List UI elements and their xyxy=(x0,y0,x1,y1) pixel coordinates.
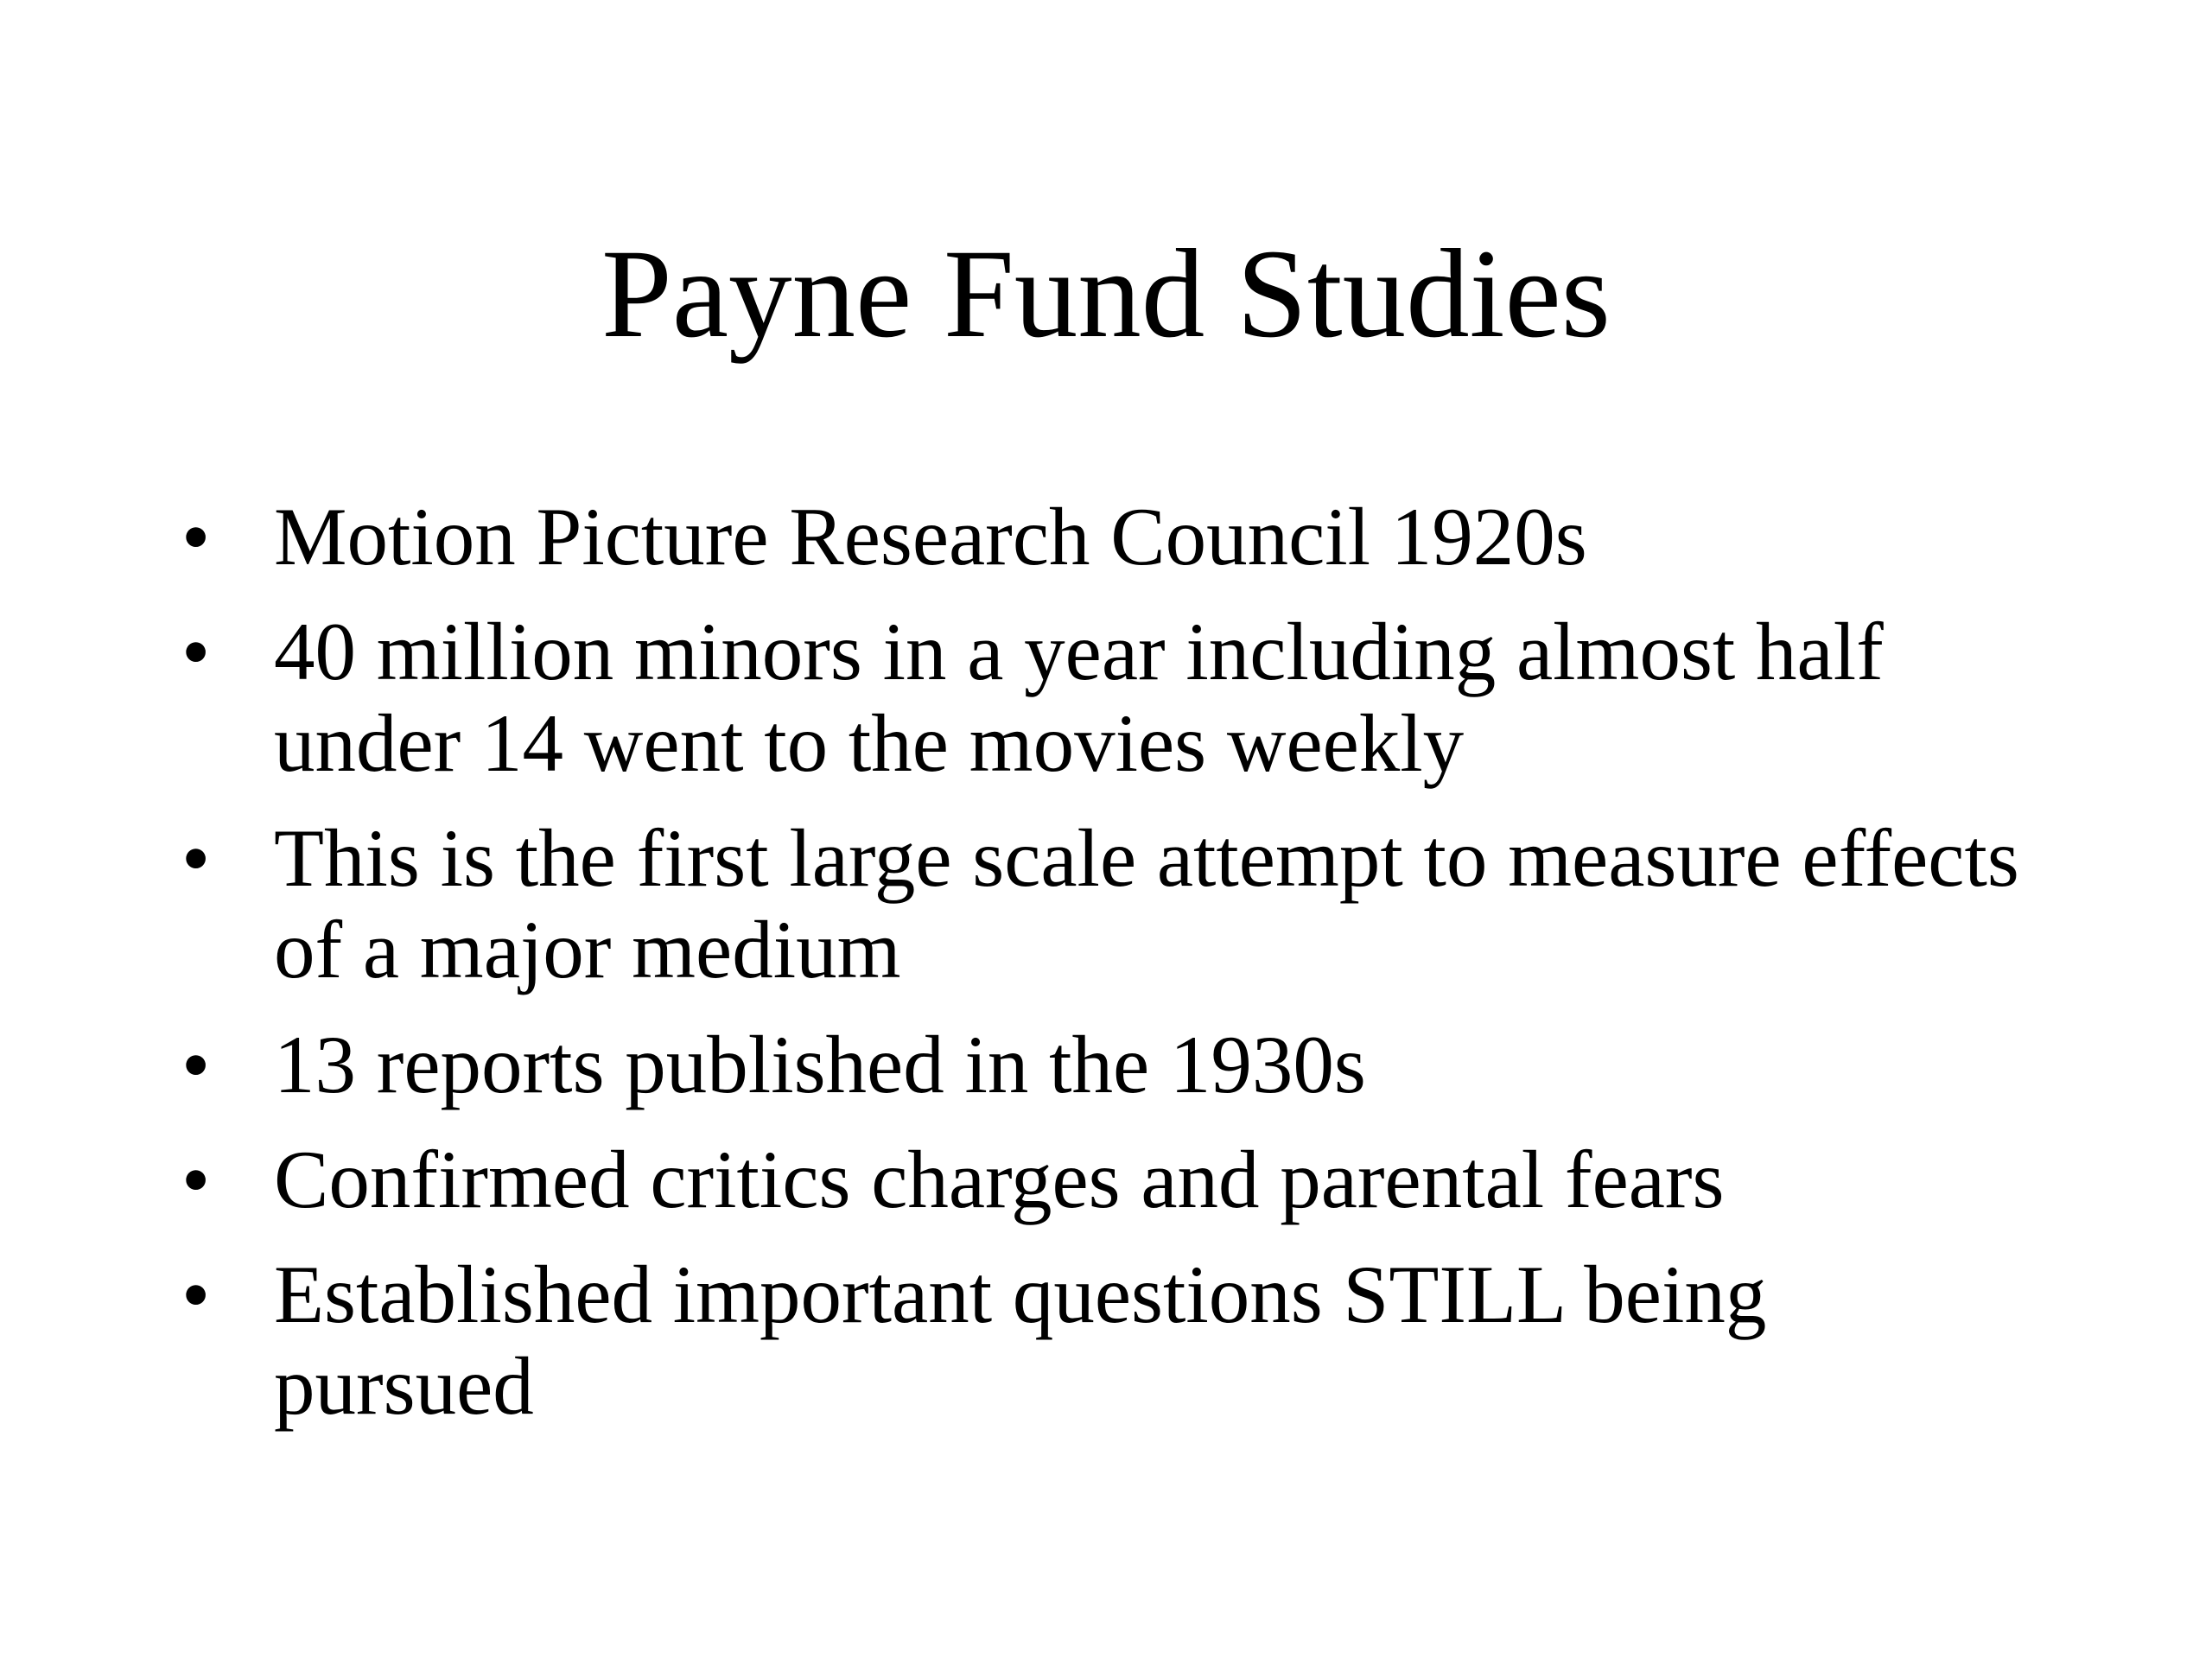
bullet-text: Confirmed critics charges and parental fears xyxy=(274,1134,1725,1225)
bullet-icon: • xyxy=(181,606,211,697)
bullet-item xyxy=(181,1134,2039,1225)
bullet-icon: • xyxy=(181,1134,211,1225)
bullet-text: 40 million minors in a year including almost half under 14 went to the movies weekly xyxy=(274,606,1884,789)
bullet-text: Motion Picture Research Council 1920s xyxy=(274,491,1587,582)
bullet-icon: • xyxy=(181,1249,211,1340)
bullet-icon: • xyxy=(181,812,211,904)
bullet-item xyxy=(181,606,2039,789)
bullet-item xyxy=(181,491,2039,582)
bullet-text: Established important questions STILL being pursued xyxy=(274,1249,1767,1432)
bullet-item xyxy=(181,812,2039,995)
bullet-list xyxy=(181,491,2039,1455)
bullet-item xyxy=(181,1019,2039,1110)
bullet-icon: • xyxy=(181,491,211,582)
bullet-text: 13 reports published in the 1930s xyxy=(274,1019,1366,1110)
bullet-item xyxy=(181,1249,2039,1432)
bullet-text: This is the first large scale attempt to measure effects of a major medium xyxy=(274,812,2019,995)
bullet-icon: • xyxy=(181,1019,211,1110)
slide-title: Payne Fund Studies xyxy=(601,223,1611,364)
